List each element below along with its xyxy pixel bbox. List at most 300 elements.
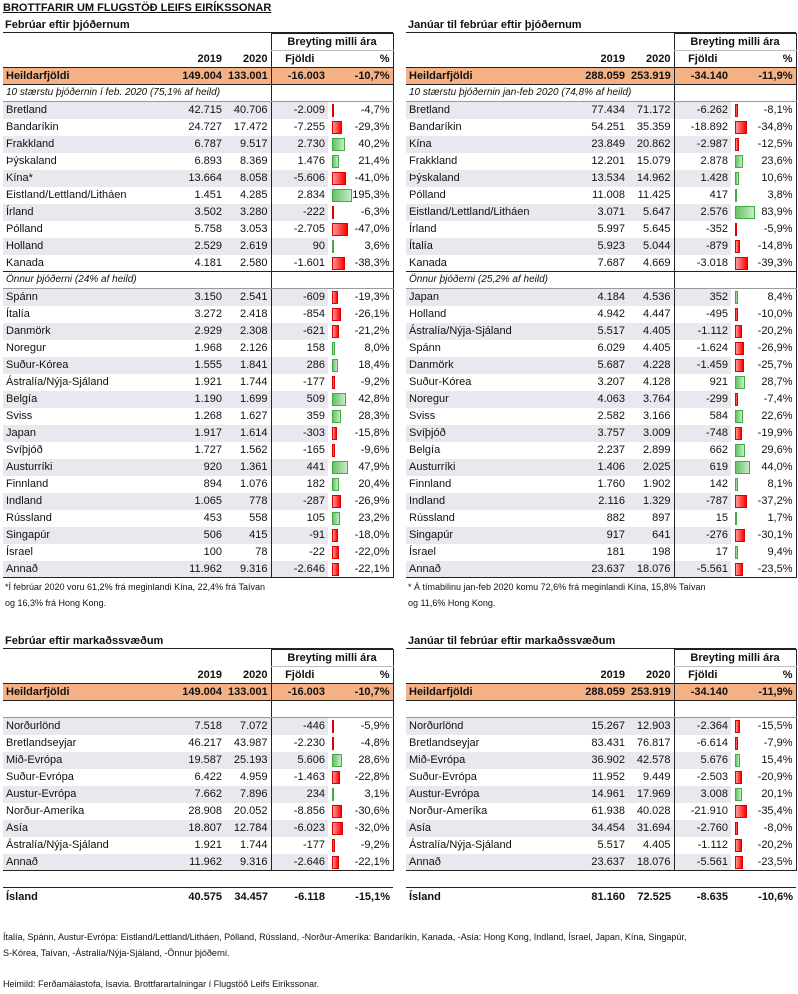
row-label: Annað bbox=[3, 561, 172, 578]
change-pct-text: -7,4% bbox=[763, 393, 793, 405]
table-row bbox=[406, 204, 796, 221]
value-2020: 4.536 bbox=[628, 289, 674, 306]
table-row bbox=[3, 854, 393, 871]
change-pct-text: -22,8% bbox=[354, 771, 390, 783]
table-row bbox=[406, 476, 796, 493]
value-2019: 4.942 bbox=[597, 308, 625, 320]
change-count: 2.834 bbox=[271, 187, 328, 204]
value-2020: 12.903 bbox=[628, 718, 674, 735]
change-pct bbox=[731, 803, 796, 820]
table-row bbox=[406, 306, 796, 323]
change-pct-text: -30,6% bbox=[354, 805, 390, 817]
value-2020: 778 bbox=[225, 493, 271, 510]
change-pct-text: 8,4% bbox=[767, 291, 793, 304]
table-row bbox=[406, 854, 796, 871]
change-pct bbox=[731, 408, 796, 425]
table-row bbox=[406, 493, 796, 510]
table-row bbox=[3, 425, 393, 442]
change-pct bbox=[328, 323, 393, 340]
value-2019: 917 bbox=[575, 527, 628, 544]
change-pct bbox=[328, 735, 393, 752]
change-pct-text: 22,6% bbox=[761, 410, 793, 422]
value-2020: 2.580 bbox=[225, 255, 271, 272]
table-row bbox=[406, 510, 796, 527]
change-pct bbox=[328, 820, 393, 837]
change-pct-text: -39,3% bbox=[757, 256, 793, 269]
table-row bbox=[3, 527, 393, 544]
change-count: -609 bbox=[271, 289, 328, 306]
change-count: -1.459 bbox=[674, 357, 731, 374]
iceland-2019: 40.575 bbox=[172, 888, 225, 907]
value-2019: 3.502 bbox=[172, 204, 225, 221]
row-label: Mið-Evrópa bbox=[406, 752, 575, 769]
row-label: Annað bbox=[3, 854, 172, 871]
row-label: Norður-Ameríka bbox=[6, 805, 85, 817]
value-2019: 13.664 bbox=[172, 170, 225, 187]
change-count: -21.910 bbox=[674, 803, 731, 820]
total-change: -34.140 bbox=[674, 684, 731, 701]
change-pct-text: -4,7% bbox=[360, 104, 390, 117]
change-pct-text: -5,9% bbox=[763, 223, 793, 235]
change-count: 619 bbox=[674, 459, 731, 476]
count-header: Fjöldi bbox=[271, 667, 328, 684]
table-row bbox=[3, 238, 393, 255]
panel-title: Febrúar eftir markaðssvæðum bbox=[3, 634, 393, 649]
table-row bbox=[3, 803, 393, 820]
row-label: Kanada bbox=[406, 255, 575, 272]
iceland-pct: -10,6% bbox=[731, 888, 796, 907]
change-pct bbox=[731, 718, 796, 735]
row-label: Þýskaland bbox=[6, 155, 57, 167]
table-row bbox=[406, 136, 796, 153]
change-pct-text: 18,4% bbox=[358, 359, 390, 371]
table-row bbox=[406, 153, 796, 170]
change-count: 2.878 bbox=[674, 153, 731, 170]
change-pct bbox=[328, 391, 393, 408]
table-row bbox=[406, 408, 796, 425]
total-2020: 133.001 bbox=[225, 684, 271, 701]
change-pct-text: -30,1% bbox=[757, 529, 793, 541]
change-pct bbox=[731, 340, 796, 357]
table-row bbox=[406, 803, 796, 820]
value-2020: 1.076 bbox=[239, 478, 268, 490]
row-label: Annað bbox=[406, 854, 575, 871]
change-pct bbox=[731, 510, 796, 527]
value-2019: 11.952 bbox=[592, 771, 625, 783]
value-2020: 3.280 bbox=[225, 204, 271, 221]
row-label: Ítalía bbox=[6, 308, 30, 320]
change-count: -91 bbox=[271, 527, 328, 544]
value-2020: 2.899 bbox=[642, 444, 671, 456]
row-label: Asía bbox=[406, 820, 575, 837]
value-2020: 2.541 bbox=[225, 289, 271, 306]
panel-feb-nationality bbox=[3, 18, 393, 611]
change-count: -6.023 bbox=[271, 820, 328, 837]
value-2019: 13.534 bbox=[575, 170, 628, 187]
table-row bbox=[3, 544, 393, 561]
row-label: Singapúr bbox=[3, 527, 172, 544]
value-2019: 7.518 bbox=[172, 718, 225, 735]
value-2019: 3.150 bbox=[172, 289, 225, 306]
value-2020: 3.166 bbox=[642, 410, 671, 422]
value-2020: 4.405 bbox=[642, 839, 671, 851]
total-label: Heildarfjöldi bbox=[406, 68, 575, 85]
iceland-2019: 81.160 bbox=[575, 888, 628, 907]
change-count: -287 bbox=[271, 493, 328, 510]
value-2019: 1.921 bbox=[194, 376, 222, 388]
year-2020-header: 2020 bbox=[243, 52, 268, 65]
change-pct bbox=[328, 459, 393, 476]
change-pct bbox=[731, 752, 796, 769]
row-label: Sviss bbox=[6, 410, 33, 422]
section-other: Önnur þjóðerni (24% af heild) bbox=[3, 272, 271, 289]
change-pct bbox=[731, 442, 796, 459]
row-label: Eistland/Lettland/Litháen bbox=[6, 189, 127, 201]
table-row bbox=[3, 820, 393, 837]
change-pct bbox=[731, 170, 796, 187]
total-2019: 288.059 bbox=[575, 684, 628, 701]
change-count: 509 bbox=[271, 391, 328, 408]
row-label: Bandaríkin bbox=[409, 121, 462, 133]
change-pct-text: -20,2% bbox=[757, 839, 793, 851]
change-count: -2.646 bbox=[271, 854, 328, 871]
table-row bbox=[3, 561, 393, 578]
value-2020: 15.079 bbox=[636, 155, 671, 167]
value-2019: 882 bbox=[606, 512, 625, 524]
value-2019: 28.908 bbox=[188, 805, 222, 817]
change-pct-text: -9,2% bbox=[360, 839, 390, 851]
change-count: -165 bbox=[271, 442, 328, 459]
value-2019: 4.063 bbox=[575, 391, 628, 408]
change-pct-text: 3,6% bbox=[364, 240, 390, 252]
row-label: Austur-Evrópa bbox=[3, 786, 172, 803]
footer-definitions-2: S-Kórea, Taívan, -Ástralía/Nýja-Sjáland, -Önnur þjóðerni. bbox=[3, 948, 230, 958]
value-2020: 5.044 bbox=[628, 238, 674, 255]
change-pct-text: -8,0% bbox=[763, 822, 793, 834]
value-2019: 5.997 bbox=[597, 223, 625, 235]
row-label: Belgía bbox=[409, 444, 441, 456]
value-2019: 1.268 bbox=[194, 410, 222, 422]
change-pct-text: -22,0% bbox=[354, 546, 390, 558]
total-label: Heildarfjöldi bbox=[3, 68, 172, 85]
change-count: -2.646 bbox=[271, 561, 328, 578]
table-row bbox=[3, 735, 393, 752]
change-count: -748 bbox=[674, 425, 731, 442]
row-label: Indland bbox=[3, 493, 172, 510]
value-2020: 1.329 bbox=[628, 493, 674, 510]
value-2019: 5.758 bbox=[194, 223, 222, 235]
value-2019: 42.715 bbox=[172, 102, 225, 119]
value-2020: 4.228 bbox=[628, 357, 674, 374]
table-row bbox=[406, 837, 796, 854]
change-pct-text: -25,7% bbox=[757, 359, 793, 371]
table-row bbox=[406, 221, 796, 238]
change-pct bbox=[328, 544, 393, 561]
value-2020: 17.969 bbox=[628, 786, 674, 803]
table-row bbox=[406, 820, 796, 837]
change-pct-text: -37,2% bbox=[757, 495, 793, 507]
change-count: -446 bbox=[271, 718, 328, 735]
change-count: 921 bbox=[674, 374, 731, 391]
change-pct bbox=[731, 769, 796, 786]
table-row bbox=[406, 119, 796, 136]
change-pct bbox=[328, 803, 393, 820]
change-count: -303 bbox=[271, 425, 328, 442]
panel-title: Janúar til febrúar eftir þjóðernum bbox=[406, 18, 796, 33]
value-2020: 2.126 bbox=[239, 342, 268, 354]
value-2019: 2.529 bbox=[172, 238, 225, 255]
value-2019: 3.757 bbox=[575, 425, 628, 442]
footer-definitions-1: Ítalía, Spánn, Austur-Evrópa: Eistland/Lettland/Litháen, Pólland, Rússland, -Norður-Ameríka: Bandaríkin, Kanada, -Asía: Hong Kong, Indland, Ísrael, Japan, Kína, Singapúr, bbox=[3, 932, 687, 942]
change-count: -299 bbox=[674, 391, 731, 408]
change-pct-text: 28,3% bbox=[358, 410, 390, 422]
change-count: -2.503 bbox=[674, 769, 731, 786]
value-2020: 3.764 bbox=[628, 391, 674, 408]
change-pct-text: -10,0% bbox=[757, 308, 793, 320]
change-pct bbox=[731, 357, 796, 374]
change-pct bbox=[328, 408, 393, 425]
row-label: Ástralía/Nýja-Sjáland bbox=[6, 376, 109, 388]
table-row bbox=[406, 527, 796, 544]
table-row bbox=[3, 442, 393, 459]
change-pct-text: 8,0% bbox=[364, 342, 390, 354]
row-label: Þýskaland bbox=[406, 170, 575, 187]
change-count: -177 bbox=[271, 837, 328, 854]
change-pct-text: -41,0% bbox=[354, 172, 390, 184]
row-label: Austur-Evrópa bbox=[406, 786, 575, 803]
change-pct bbox=[328, 204, 393, 221]
value-2020: 415 bbox=[225, 527, 271, 544]
change-pct bbox=[731, 306, 796, 323]
value-2020: 1.699 bbox=[225, 391, 271, 408]
change-pct-text: 3,8% bbox=[767, 189, 793, 201]
change-count: -787 bbox=[674, 493, 731, 510]
change-count: -8.856 bbox=[271, 803, 328, 820]
value-2019: 5.687 bbox=[575, 357, 628, 374]
row-label: Bretland bbox=[3, 102, 172, 119]
row-label: Noregur bbox=[406, 391, 575, 408]
iceland-pct: -15,1% bbox=[328, 888, 393, 907]
change-pct bbox=[328, 493, 393, 510]
change-pct bbox=[731, 323, 796, 340]
change-pct-text: 15,4% bbox=[761, 754, 793, 766]
change-pct bbox=[731, 561, 796, 578]
change-header: Breyting milli ára bbox=[271, 650, 393, 667]
row-label: Asía bbox=[3, 820, 172, 837]
change-pct-text: -21,2% bbox=[354, 325, 390, 337]
value-2020: 4.405 bbox=[642, 342, 671, 354]
table-row bbox=[406, 544, 796, 561]
change-count: 5.606 bbox=[271, 752, 328, 769]
change-count: -22 bbox=[271, 544, 328, 561]
value-2020: 35.359 bbox=[636, 121, 671, 133]
year-2019-header: 2019 bbox=[600, 52, 625, 65]
change-count: -5.561 bbox=[674, 561, 731, 578]
table-row bbox=[406, 374, 796, 391]
value-2019: 2.237 bbox=[597, 444, 625, 456]
table-row bbox=[3, 136, 393, 153]
value-2019: 453 bbox=[203, 512, 222, 524]
table-row bbox=[406, 561, 796, 578]
change-pct-text: 83,9% bbox=[761, 206, 793, 218]
change-pct-text: -18,0% bbox=[354, 529, 390, 541]
table-row bbox=[406, 459, 796, 476]
value-2019: 23.637 bbox=[575, 854, 628, 871]
table-row bbox=[406, 786, 796, 803]
total-2019: 149.004 bbox=[172, 68, 225, 85]
table-row bbox=[3, 493, 393, 510]
row-label: Norðurlönd bbox=[3, 718, 172, 735]
table-row bbox=[3, 476, 393, 493]
table-row bbox=[406, 255, 796, 272]
value-2019: 7.687 bbox=[575, 255, 628, 272]
value-2020: 14.962 bbox=[628, 170, 674, 187]
row-label: Frakkland bbox=[3, 136, 172, 153]
change-pct bbox=[731, 102, 796, 119]
value-2020: 1.841 bbox=[225, 357, 271, 374]
panel-title: Janúar til febrúar eftir markaðssvæðum bbox=[406, 634, 796, 649]
row-label: Ísrael bbox=[6, 546, 33, 558]
value-2019: 7.662 bbox=[172, 786, 225, 803]
count-header: Fjöldi bbox=[271, 51, 328, 68]
change-count: -222 bbox=[271, 204, 328, 221]
table-row bbox=[406, 391, 796, 408]
change-count: -5.606 bbox=[271, 170, 328, 187]
row-label: Frakkland bbox=[409, 155, 458, 167]
change-count: 1.428 bbox=[674, 170, 731, 187]
row-label: Bretlandseyjar bbox=[6, 737, 77, 749]
change-pct-text: 195,3% bbox=[352, 189, 390, 201]
total-row bbox=[406, 684, 796, 701]
row-label: Mið-Evrópa bbox=[3, 752, 172, 769]
table-row bbox=[406, 357, 796, 374]
row-label: Noregur bbox=[6, 342, 46, 354]
iceland-2020: 72.525 bbox=[628, 888, 674, 907]
row-label: Kína* bbox=[3, 170, 172, 187]
row-label: Finnland bbox=[6, 478, 49, 490]
total-2020: 253.919 bbox=[628, 68, 674, 85]
value-2020: 7.896 bbox=[225, 786, 271, 803]
value-2020: 40.028 bbox=[636, 805, 671, 817]
value-2019: 1.190 bbox=[172, 391, 225, 408]
iceland-label: Ísland bbox=[3, 888, 172, 907]
table-row bbox=[3, 340, 393, 357]
value-2020: 2.308 bbox=[225, 323, 271, 340]
change-count: -2.987 bbox=[674, 136, 731, 153]
row-label: Svíþjóð bbox=[406, 425, 575, 442]
row-label: Suður-Evrópa bbox=[6, 771, 74, 783]
value-2020: 897 bbox=[652, 512, 671, 524]
change-pct bbox=[731, 153, 796, 170]
row-label: Holland bbox=[409, 308, 447, 320]
change-count: -7.255 bbox=[271, 119, 328, 136]
value-2019: 1.065 bbox=[172, 493, 225, 510]
section-top-ten: 10 stærstu þjóðernin í feb. 2020 (75,1% af heild) bbox=[3, 85, 271, 102]
change-pct-text: -15,5% bbox=[757, 720, 793, 733]
change-pct bbox=[731, 476, 796, 493]
change-count: -879 bbox=[674, 238, 731, 255]
value-2020: 641 bbox=[628, 527, 674, 544]
row-label: Rússland bbox=[409, 512, 455, 524]
value-2020: 1.627 bbox=[239, 410, 268, 422]
change-pct bbox=[328, 289, 393, 306]
row-label: Norðurlönd bbox=[406, 718, 575, 735]
value-2020: 9.449 bbox=[642, 771, 671, 783]
change-pct bbox=[328, 476, 393, 493]
table-row bbox=[3, 769, 393, 786]
iceland-row bbox=[3, 888, 393, 907]
change-pct-text: 20,1% bbox=[761, 788, 793, 800]
value-2020: 3.053 bbox=[239, 223, 268, 235]
panel-title: Febrúar eftir þjóðernum bbox=[3, 18, 393, 33]
change-count: 441 bbox=[271, 459, 328, 476]
year-2019-header: 2019 bbox=[600, 668, 625, 681]
change-pct-text: -26,1% bbox=[354, 308, 390, 320]
change-pct-text: -9,6% bbox=[360, 444, 390, 456]
total-pct: -10,7% bbox=[328, 684, 393, 701]
change-count: -1.601 bbox=[271, 255, 328, 272]
table-row bbox=[3, 459, 393, 476]
value-2019: 18.807 bbox=[172, 820, 225, 837]
value-2019: 181 bbox=[606, 546, 625, 558]
value-2020: 5.645 bbox=[642, 223, 671, 235]
value-2020: 4.669 bbox=[628, 255, 674, 272]
page-title: BROTTFARIR UM FLUGSTÖÐ LEIFS EIRÍKSSONAR bbox=[3, 2, 272, 14]
row-label: Pólland bbox=[409, 189, 446, 201]
row-label: Danmörk bbox=[3, 323, 172, 340]
value-2019: 23.849 bbox=[575, 136, 628, 153]
value-2019: 1.968 bbox=[194, 342, 222, 354]
total-2020: 253.919 bbox=[628, 684, 674, 701]
value-2020: 25.193 bbox=[225, 752, 271, 769]
change-pct-text: -23,5% bbox=[757, 562, 793, 575]
table-row bbox=[406, 718, 796, 735]
iceland-row bbox=[406, 888, 796, 907]
change-count: 2.730 bbox=[271, 136, 328, 153]
change-count: -5.561 bbox=[674, 854, 731, 871]
change-count: 105 bbox=[271, 510, 328, 527]
row-label: Suður-Evrópa bbox=[409, 771, 477, 783]
value-2020: 40.706 bbox=[225, 102, 271, 119]
row-label: Norður-Ameríka bbox=[409, 805, 488, 817]
row-label: Eistland/Lettland/Litháen bbox=[406, 204, 575, 221]
total-change: -16.003 bbox=[271, 68, 328, 85]
year-2020-header: 2020 bbox=[646, 52, 671, 65]
table-row bbox=[406, 769, 796, 786]
value-2020: 7.072 bbox=[225, 718, 271, 735]
year-2020-header: 2020 bbox=[243, 668, 268, 681]
change-pct-text: 47,9% bbox=[358, 461, 390, 473]
change-pct-text: -7,9% bbox=[763, 737, 793, 749]
change-header: Breyting milli ára bbox=[271, 34, 393, 51]
table-row bbox=[3, 357, 393, 374]
value-2019: 77.434 bbox=[575, 102, 628, 119]
total-pct: -11,9% bbox=[731, 68, 796, 85]
table-row bbox=[3, 289, 393, 306]
value-2020: 42.578 bbox=[628, 752, 674, 769]
value-2020: 558 bbox=[249, 512, 268, 524]
change-pct bbox=[731, 221, 796, 238]
row-label: Pólland bbox=[6, 223, 43, 235]
change-count: -1.463 bbox=[271, 769, 328, 786]
value-2019: 11.962 bbox=[172, 854, 225, 871]
change-pct bbox=[328, 187, 393, 204]
value-2019: 920 bbox=[172, 459, 225, 476]
value-2019: 1.406 bbox=[575, 459, 628, 476]
change-count: -352 bbox=[674, 221, 731, 238]
value-2019: 15.267 bbox=[575, 718, 628, 735]
change-count: -1.624 bbox=[674, 340, 731, 357]
